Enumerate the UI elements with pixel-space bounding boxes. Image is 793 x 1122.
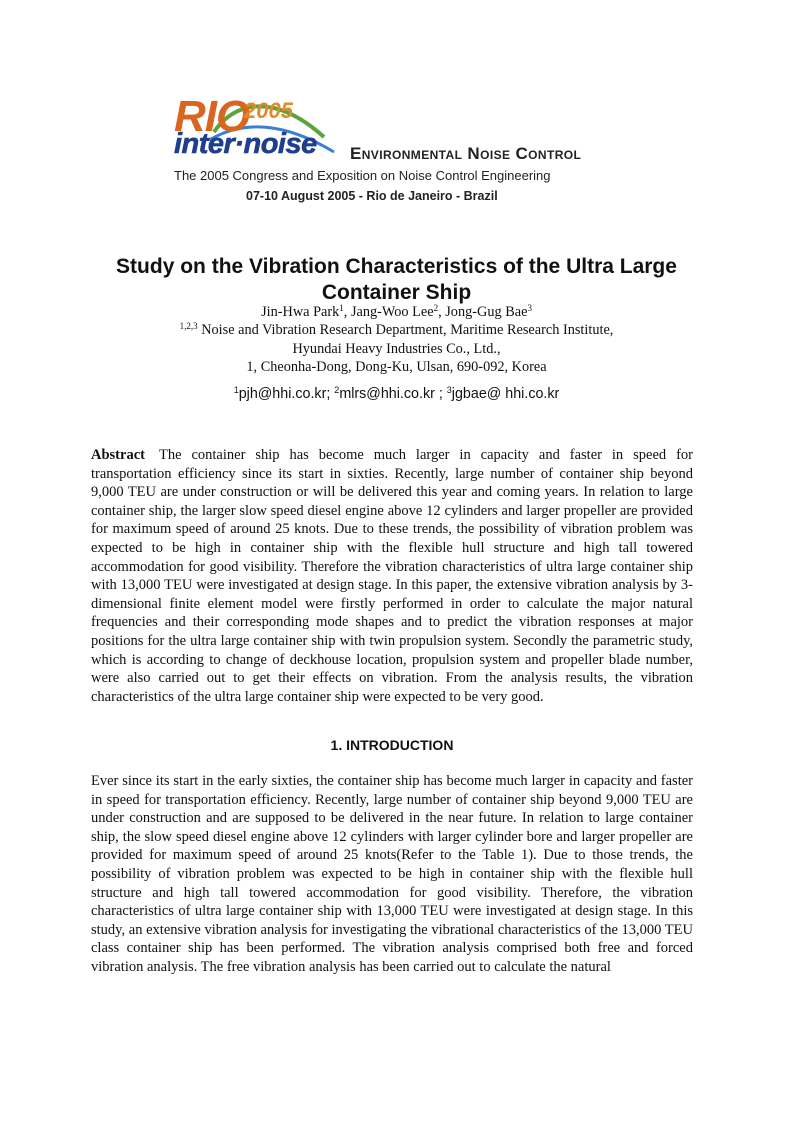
- email-separator: ;: [434, 386, 447, 402]
- email-address[interactable]: mlrs@hhi.co.kr: [339, 386, 435, 402]
- email-sup: 2: [334, 385, 340, 395]
- affiliation-line-3: 1, Cheonha-Dong, Dong-Ku, Ulsan, 690-092, Korea: [246, 359, 547, 375]
- email-sup: 3: [446, 385, 452, 395]
- conference-date: 07-10 August 2005 - Rio de Janeiro - Brazil: [246, 189, 498, 203]
- author-name: Jin-Hwa Park: [261, 304, 340, 320]
- congress-line: The 2005 Congress and Exposition on Noise Control Engineering: [174, 168, 551, 183]
- author-separator: ,: [438, 304, 446, 320]
- author-separator: ,: [343, 304, 351, 320]
- author-list: [0, 304, 793, 321]
- affiliation-line-2: Hyundai Heavy Industries Co., Ltd.,: [292, 341, 501, 357]
- logo-year-text: 2005: [244, 98, 293, 123]
- email-address[interactable]: jgbae@ hhi.co.kr: [451, 386, 560, 402]
- introduction-paragraph: Ever since its start in the early sixties, the container ship has become much larger in capacity and faster in speed for transportation efficiency. Recently, large number of container ship beyond 9,000 TEU are under construction and are supposed to be delivered in the near future. In relation to large container ship, the slow speed diesel engine above 12 cylinders with larger cylinder bore and larger propeller are provided for maximum speed of around 25 knots(Refer to the Table 1). Due to those trends, the possibility of vibration problem was expected to be high in container ship with the flexible hull structure and high tall towered accommodation for good visibility. Therefore, the vibration characteristics of ultra large container ship with 13,000 TEU were investigated at design stage. In this study, an extensive vibration analysis for investigating the vibrational characteristics of the 13,000 TEU class container ship has been performed. The vibration analysis comprised both free and forced vibration analysis. The free vibration analysis has been carried out to calculate the natural: [91, 773, 693, 975]
- abstract-text: The container ship has become much larger in capacity and faster in speed for transportation efficiency since its start in sixties. Recently, large number of container ship beyond 9,000 TEU are under construction or will be delivered this year and coming years. In relation to large container ship, the larger slow speed diesel engine above 12 cylinders and larger propeller are provided for maximum speed of around 25 knots. Due to these trends, the possibility of vibration problem was expected to be high in container ship with the flexible hull structure and high tall towered accommodation for good visibility. Therefore the vibration characteristics of ultra large container ship with 13,000 TEU were investigated at design stage. In this paper, the extensive vibration analysis by 3-dimensional finite element model were firstly performed in order to calculate the major natural frequencies and their corresponding mode shapes and to predict the vibration responses at major positions for the ultra large container ship with twin propulsion system. Secondly the parametric study, which is according to change of deckhouse location, propulsion system and propeller blade number, were also carried out to get their effects on vibration. From the analysis results, the vibration characteristics of the ultra large container ship were expected to be very good.: [91, 447, 693, 705]
- paper-title: Study on the Vibration Characteristics of the Ultra Large Container Ship: [116, 255, 677, 304]
- conference-logo: [174, 92, 634, 210]
- author-name: Jong-Gug Bae: [445, 304, 528, 320]
- author-sup: 1: [339, 303, 344, 313]
- env-noise-control-text: [350, 144, 581, 164]
- env-noise-control-label: Environmental Noise Control: [350, 144, 582, 163]
- author-emails: [0, 386, 793, 403]
- affiliation-sup: 1,2,3: [179, 321, 198, 331]
- logo-internoise-text: inter·noise: [174, 128, 317, 160]
- author-name: Jang-Woo Lee: [350, 304, 434, 320]
- author-sup: 2: [433, 303, 439, 313]
- author-sup: 3: [527, 303, 532, 313]
- affiliation-text-1: Noise and Vibration Research Department, Maritime Research Institute,: [201, 322, 614, 338]
- section-heading-introduction: 1. INTRODUCTION: [330, 737, 454, 753]
- abstract-paragraph: [91, 446, 693, 706]
- email-separator: ;: [326, 386, 335, 402]
- email-address[interactable]: pjh@hhi.co.kr: [238, 386, 327, 402]
- logo-rio-text: RIO: [174, 92, 250, 141]
- abstract-label: Abstract: [91, 447, 145, 463]
- affiliation-line-1: [0, 322, 793, 339]
- email-sup: 1: [233, 385, 239, 395]
